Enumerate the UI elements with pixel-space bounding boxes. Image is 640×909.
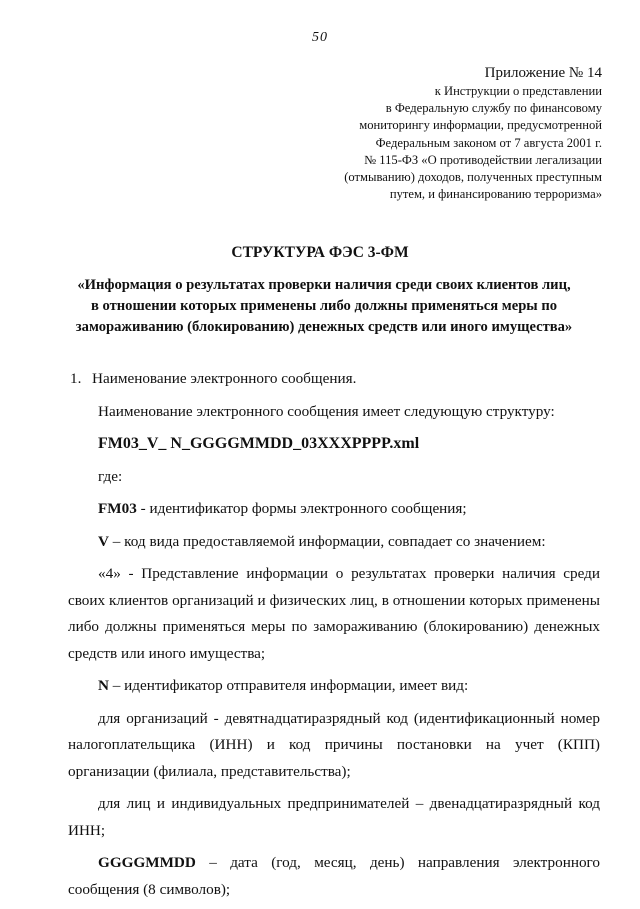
fm03-description: - идентификатор формы электронного сообщения; [136, 500, 467, 517]
appendix-line: в Федеральную службу по финансовому [385, 101, 602, 116]
appendix-line: мониторингу информации, предусмотренной [359, 118, 602, 133]
appendix-title: Приложение № 14 [484, 65, 602, 81]
document-body [68, 366, 600, 909]
appendix-line: путем, и финансированию терроризма» [389, 187, 602, 202]
v-code: V [98, 532, 109, 550]
structure-intro: Наименование электронного сообщения имеет следующую структуру: [98, 402, 555, 420]
subtitle-line: замораживанию (блокированию) денежных средств или иного имущества» [75, 319, 573, 335]
date-definition [68, 850, 600, 903]
date-code: GGGGMMDD [98, 854, 196, 871]
appendix-line: № 115-ФЗ «О противодействии легализации [364, 152, 602, 167]
fm03-code: FM03 [98, 500, 137, 517]
n-definition [68, 673, 600, 700]
appendix-line: Федеральным законом от 7 августа 2001 г. [375, 135, 602, 150]
appendix-line: к Инструкции о представлении [434, 84, 602, 98]
date-description: – дата (год, месяц, день) направления электронного сообщения (8 символов); [68, 854, 600, 898]
section-heading [68, 366, 600, 393]
section-number: 1. [70, 370, 82, 387]
page-number: 50 [312, 30, 328, 45]
v-description: – код вида предоставляемой информации, совпадает со значением: [108, 532, 546, 550]
fm03-definition [68, 496, 600, 523]
document-subtitle [60, 275, 588, 338]
n-person-text: для лиц и индивидуальных предпринимателей – двенадцатиразрядный код ИНН; [68, 795, 600, 839]
appendix-block [302, 64, 602, 203]
appendix-line: (отмыванию) доходов, полученных преступным [344, 170, 602, 185]
subtitle-line: «Информация о результатах проверки наличия среди своих клиентов лиц, [77, 277, 571, 293]
n-organization-text: для организаций - девятнадцатиразрядный код (идентификационный номер налогоплательщика (ИНН) и код причины постановки на учет (КПП) организации (филиала, представительства); [68, 709, 600, 780]
n-code: N [98, 677, 109, 694]
n-description: – идентификатор отправителя информации, имеет вид: [108, 677, 469, 694]
document-title: СТРУКТУРА ФЭС 3-ФМ [231, 244, 409, 261]
filename-format: FM03_V_ N_GGGGMMDD_03XXXPPPP.xml [98, 435, 420, 452]
v-definition [68, 529, 600, 556]
v4-value-text: «4» - Представление информации о результатах проверки наличия среди своих клиентов организаций и физических лиц, в отношении которых применены либо должны применяться меры по замораживанию (блокированию) денежных средств или иного имущества; [68, 565, 600, 662]
where-label: где: [98, 467, 123, 485]
section-heading-text: Наименование электронного сообщения. [92, 370, 357, 387]
subtitle-line: в отношении которых применены либо должны применяться меры по [90, 298, 558, 314]
